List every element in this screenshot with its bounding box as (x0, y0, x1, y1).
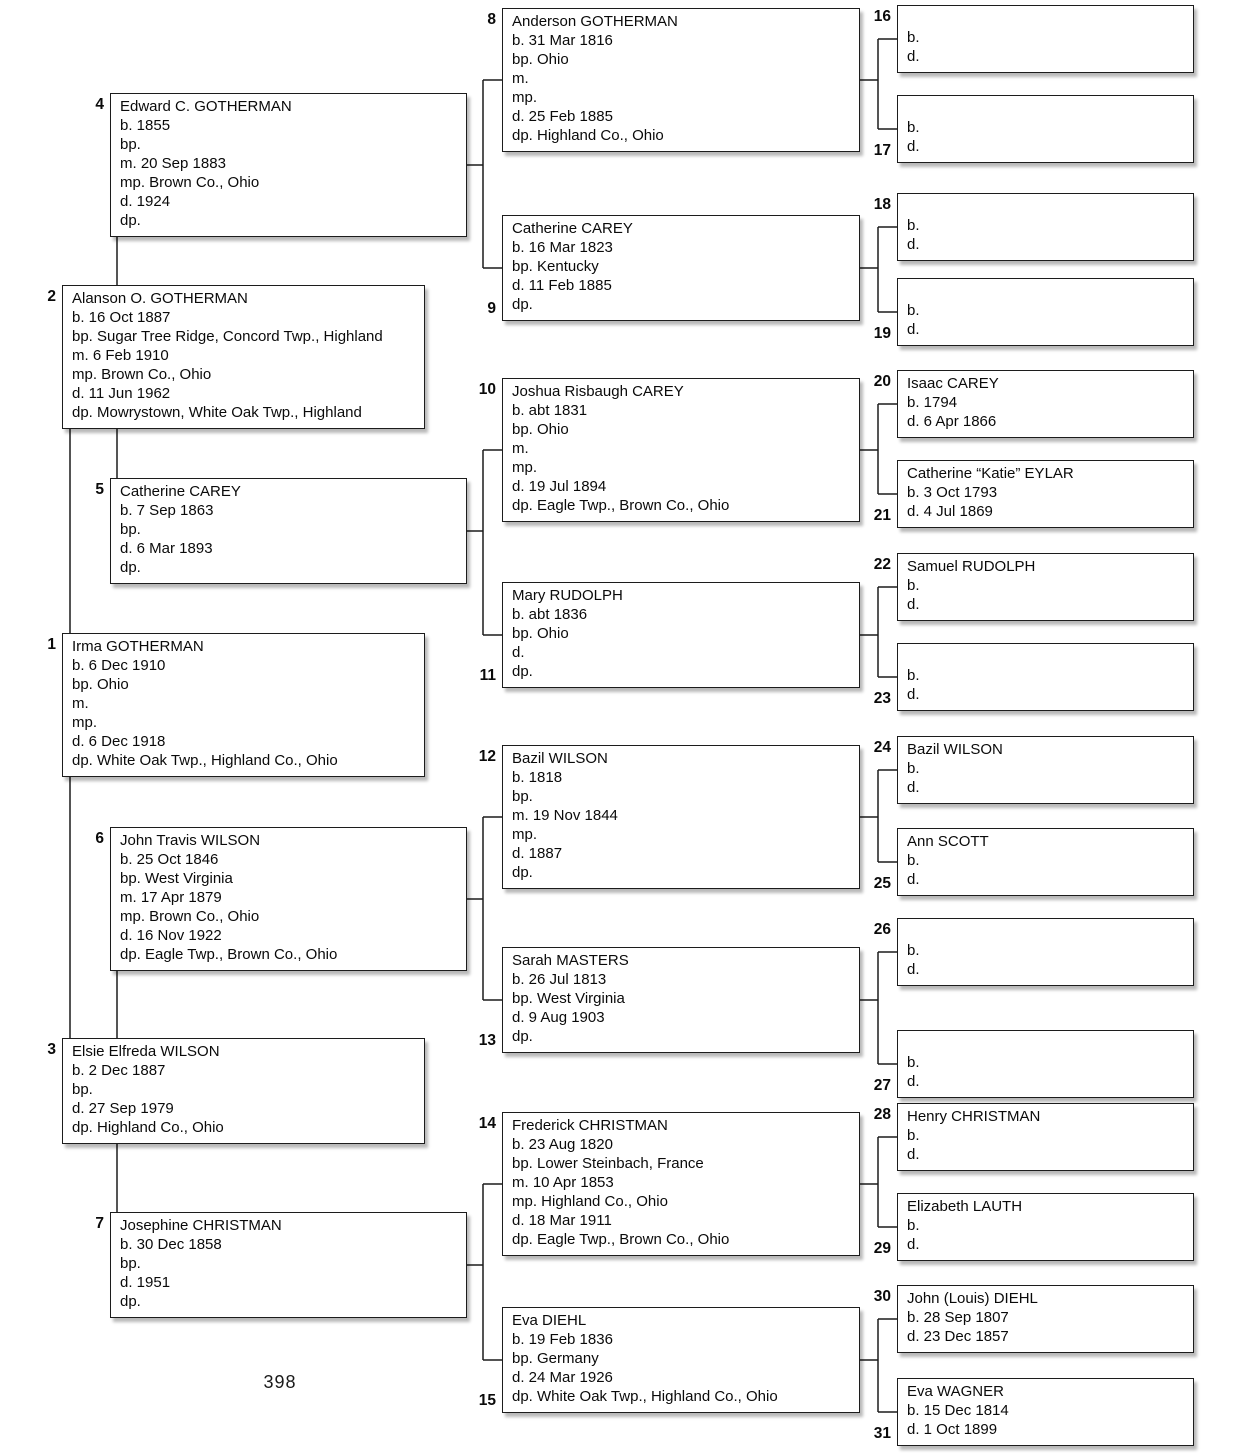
person-field: b. 28 Sep 1807 (907, 1309, 1009, 1326)
person-name: Bazil WILSON (512, 750, 608, 767)
person-field: m. 19 Nov 1844 (512, 807, 618, 824)
person-field: b. 1794 (907, 394, 958, 411)
person-field: dp. (120, 559, 141, 576)
person-box-23 (897, 643, 1194, 711)
person-number-4: 4 (95, 96, 104, 113)
person-field: b. 2 Dec 1887 (72, 1062, 166, 1079)
person-field: d. (907, 686, 920, 703)
person-field: d. 6 Dec 1918 (72, 733, 166, 750)
person-name: Elizabeth LAUTH (907, 1198, 1023, 1215)
person-number-9: 9 (487, 300, 496, 317)
person-field: dp. White Oak Twp., Highland Co., Ohio (72, 752, 338, 769)
person-field: b. 31 Mar 1816 (512, 32, 613, 49)
person-field: d. (512, 644, 525, 661)
person-box-21 (897, 460, 1194, 528)
person-number-22: 22 (873, 556, 891, 573)
person-field: d. 6 Apr 1866 (907, 413, 997, 430)
person-field: b. 23 Aug 1820 (512, 1136, 613, 1153)
person-field: d. (907, 1073, 920, 1090)
person-field: dp. (120, 212, 141, 229)
person-field: bp. Ohio (512, 51, 569, 68)
person-field: dp. (512, 296, 533, 313)
person-field: d. 1951 (120, 1274, 171, 1291)
person-field: d. 6 Mar 1893 (120, 540, 213, 557)
person-field: dp. Highland Co., Ohio (512, 127, 664, 144)
person-field: m. (512, 440, 529, 457)
person-field: mp. (512, 826, 538, 843)
person-field: m. (512, 70, 529, 87)
person-field: dp. Eagle Twp., Brown Co., Ohio (120, 946, 338, 963)
person-number-13: 13 (478, 1032, 496, 1049)
person-field: b. 3 Oct 1793 (907, 484, 998, 501)
person-field: dp. White Oak Twp., Highland Co., Ohio (512, 1388, 778, 1405)
person-name: Eva DIEHL (512, 1312, 587, 1329)
person-box-11 (502, 582, 860, 688)
person-number-6: 6 (95, 830, 104, 847)
person-name: Bazil WILSON (907, 741, 1003, 758)
person-box-28 (897, 1103, 1194, 1171)
person-field: bp. (512, 788, 533, 805)
person-field: bp. Sugar Tree Ridge, Concord Twp., Highland (72, 328, 383, 345)
person-field: b. 15 Dec 1814 (907, 1402, 1009, 1419)
person-field: mp. Highland Co., Ohio (512, 1193, 668, 1210)
person-field: dp. (120, 1293, 141, 1310)
person-field: b. (907, 760, 920, 777)
person-field: d. 24 Mar 1926 (512, 1369, 613, 1386)
person-number-5: 5 (95, 481, 104, 498)
person-name (907, 647, 1187, 666)
person-field: bp. Kentucky (512, 258, 599, 275)
person-field: m. 20 Sep 1883 (120, 155, 226, 172)
person-field: b. (907, 852, 920, 869)
person-field: b. (907, 119, 920, 136)
person-box-7 (110, 1212, 467, 1318)
person-field: b. (907, 577, 920, 594)
person-number-11: 11 (479, 667, 496, 684)
person-field: bp. (120, 521, 141, 538)
person-field: b. (907, 217, 920, 234)
person-field: mp. (512, 459, 538, 476)
person-name (907, 197, 1187, 216)
person-number-16: 16 (873, 8, 891, 25)
person-field: b. (907, 667, 920, 684)
person-box-10 (502, 378, 860, 522)
person-number-17: 17 (873, 142, 891, 159)
person-box-9 (502, 215, 860, 321)
person-field: bp. West Virginia (512, 990, 625, 1007)
person-field: b. (907, 1127, 920, 1144)
person-field: mp. (72, 714, 98, 731)
person-box-13 (502, 947, 860, 1053)
person-number-14: 14 (478, 1115, 496, 1132)
person-field: b. 1855 (120, 117, 171, 134)
person-box-1 (62, 633, 425, 777)
person-box-30 (897, 1285, 1194, 1353)
person-number-3: 3 (47, 1041, 56, 1058)
person-field: d. 19 Jul 1894 (512, 478, 607, 495)
person-field: bp. Ohio (512, 625, 569, 642)
person-box-20 (897, 370, 1194, 438)
person-field: m. (72, 695, 89, 712)
person-name: Catherine “Katie” EYLAR (907, 465, 1074, 482)
person-field: m. 10 Apr 1853 (512, 1174, 614, 1191)
person-name (907, 282, 1187, 301)
person-field: dp. (512, 1028, 533, 1045)
person-number-19: 19 (873, 325, 891, 342)
person-name: Josephine CHRISTMAN (120, 1217, 282, 1234)
person-name: Elsie Elfreda WILSON (72, 1043, 220, 1060)
person-number-27: 27 (873, 1077, 891, 1094)
person-field: d. (907, 321, 920, 338)
person-box-22 (897, 553, 1194, 621)
person-number-8: 8 (487, 11, 496, 28)
person-field: d. (907, 1236, 920, 1253)
person-field: d. (907, 236, 920, 253)
person-name: Anderson GOTHERMAN (512, 13, 678, 30)
person-box-31 (897, 1378, 1194, 1446)
person-field: d. 4 Jul 1869 (907, 503, 993, 520)
person-field: d. 1 Oct 1899 (907, 1421, 998, 1438)
person-field: d. 11 Feb 1885 (512, 277, 612, 294)
person-name: Ann SCOTT (907, 833, 989, 850)
person-name: Joshua Risbaugh CAREY (512, 383, 684, 400)
person-field: b. 6 Dec 1910 (72, 657, 166, 674)
person-field: b. 19 Feb 1836 (512, 1331, 613, 1348)
person-name: Henry CHRISTMAN (907, 1108, 1041, 1125)
person-box-8 (502, 8, 860, 152)
person-field: d. 23 Dec 1857 (907, 1328, 1009, 1345)
person-field: d. 25 Feb 1885 (512, 108, 613, 125)
person-box-19 (897, 278, 1194, 346)
person-number-7: 7 (95, 1215, 104, 1232)
person-field: d. (907, 871, 920, 888)
person-box-6 (110, 827, 467, 971)
person-field: m. 17 Apr 1879 (120, 889, 222, 906)
person-field: b. (907, 942, 920, 959)
person-field: bp. West Virginia (120, 870, 233, 887)
person-box-5 (110, 478, 467, 584)
person-number-30: 30 (873, 1288, 891, 1305)
person-name (907, 9, 1187, 28)
person-number-28: 28 (873, 1106, 891, 1123)
person-number-2: 2 (47, 288, 56, 305)
person-number-24: 24 (873, 739, 891, 756)
person-field: d. 1887 (512, 845, 563, 862)
person-field: bp. Lower Steinbach, France (512, 1155, 704, 1172)
person-field: mp. Brown Co., Ohio (72, 366, 212, 383)
person-number-18: 18 (873, 196, 891, 213)
person-field: d. (907, 779, 920, 796)
person-name: John (Louis) DIEHL (907, 1290, 1038, 1307)
person-number-20: 20 (873, 373, 891, 390)
person-field: b. 7 Sep 1863 (120, 502, 214, 519)
person-field: d. 11 Jun 1962 (72, 385, 171, 402)
person-name (907, 99, 1187, 118)
person-number-1: 1 (47, 636, 56, 653)
person-box-12 (502, 745, 860, 889)
person-field: d. 18 Mar 1911 (512, 1212, 612, 1229)
person-field: d. 9 Aug 1903 (512, 1009, 605, 1026)
person-number-31: 31 (873, 1425, 891, 1442)
person-field: d. 16 Nov 1922 (120, 927, 222, 944)
person-field: mp. Brown Co., Ohio (120, 908, 260, 925)
person-name: Mary RUDOLPH (512, 587, 623, 604)
person-field: bp. (120, 136, 141, 153)
person-field: b. (907, 1217, 920, 1234)
person-number-10: 10 (478, 381, 496, 398)
person-name: Catherine CAREY (120, 483, 241, 500)
person-name: Irma GOTHERMAN (72, 638, 204, 655)
person-box-17 (897, 95, 1194, 163)
person-field: dp. Eagle Twp., Brown Co., Ohio (512, 497, 730, 514)
person-field: d. (907, 48, 920, 65)
person-name: Catherine CAREY (512, 220, 633, 237)
person-box-3 (62, 1038, 425, 1144)
person-field: b. 30 Dec 1858 (120, 1236, 222, 1253)
person-box-27 (897, 1030, 1194, 1098)
person-field: dp. Highland Co., Ohio (72, 1119, 224, 1136)
person-name: Sarah MASTERS (512, 952, 629, 969)
person-field: dp. Mowrystown, White Oak Twp., Highland (72, 404, 362, 421)
person-field: dp. (512, 663, 533, 680)
person-number-15: 15 (478, 1392, 496, 1409)
person-box-14 (502, 1112, 860, 1256)
person-box-2 (62, 285, 425, 429)
person-box-29 (897, 1193, 1194, 1261)
person-number-29: 29 (873, 1240, 891, 1257)
person-field: d. (907, 1146, 920, 1163)
person-field: mp. (512, 89, 538, 106)
person-number-25: 25 (873, 875, 891, 892)
person-name: Frederick CHRISTMAN (512, 1117, 668, 1134)
person-name: Edward C. GOTHERMAN (120, 98, 292, 115)
person-name (907, 922, 1187, 941)
person-name: John Travis WILSON (120, 832, 261, 849)
page-number: 398 (263, 1372, 297, 1392)
person-field: d. (907, 138, 920, 155)
person-number-21: 21 (873, 507, 891, 524)
person-field: bp. Germany (512, 1350, 599, 1367)
person-field: b. 16 Oct 1887 (72, 309, 171, 326)
person-field: d. 27 Sep 1979 (72, 1100, 174, 1117)
person-field: bp. Ohio (72, 676, 129, 693)
person-box-15 (502, 1307, 860, 1413)
person-box-4 (110, 93, 467, 237)
person-field: d. (907, 961, 920, 978)
person-field: b. 25 Oct 1846 (120, 851, 219, 868)
person-field: mp. Brown Co., Ohio (120, 174, 260, 191)
person-field: m. 6 Feb 1910 (72, 347, 169, 364)
person-box-26 (897, 918, 1194, 986)
person-name (907, 1034, 1187, 1053)
person-field: dp. Eagle Twp., Brown Co., Ohio (512, 1231, 730, 1248)
person-number-12: 12 (478, 748, 496, 765)
person-field: bp. (72, 1081, 93, 1098)
person-field: d. (907, 596, 920, 613)
person-box-16 (897, 5, 1194, 73)
person-field: b. 26 Jul 1813 (512, 971, 607, 988)
person-field: d. 1924 (120, 193, 171, 210)
person-number-26: 26 (873, 921, 891, 938)
person-field: b. (907, 29, 920, 46)
person-box-24 (897, 736, 1194, 804)
person-box-25 (897, 828, 1194, 896)
person-field: b. abt 1831 (512, 402, 588, 419)
person-field: b. (907, 1054, 920, 1071)
person-name: Alanson O. GOTHERMAN (72, 290, 248, 307)
person-box-18 (897, 193, 1194, 261)
person-field: b. 16 Mar 1823 (512, 239, 613, 256)
person-name: Samuel RUDOLPH (907, 558, 1036, 575)
person-name: Eva WAGNER (907, 1383, 1004, 1400)
person-field: b. 1818 (512, 769, 563, 786)
person-field: dp. (512, 864, 533, 881)
person-field: b. (907, 302, 920, 319)
person-field: b. abt 1836 (512, 606, 588, 623)
person-field: bp. (120, 1255, 141, 1272)
person-field: bp. Ohio (512, 421, 569, 438)
person-name: Isaac CAREY (907, 375, 999, 392)
person-number-23: 23 (873, 690, 891, 707)
